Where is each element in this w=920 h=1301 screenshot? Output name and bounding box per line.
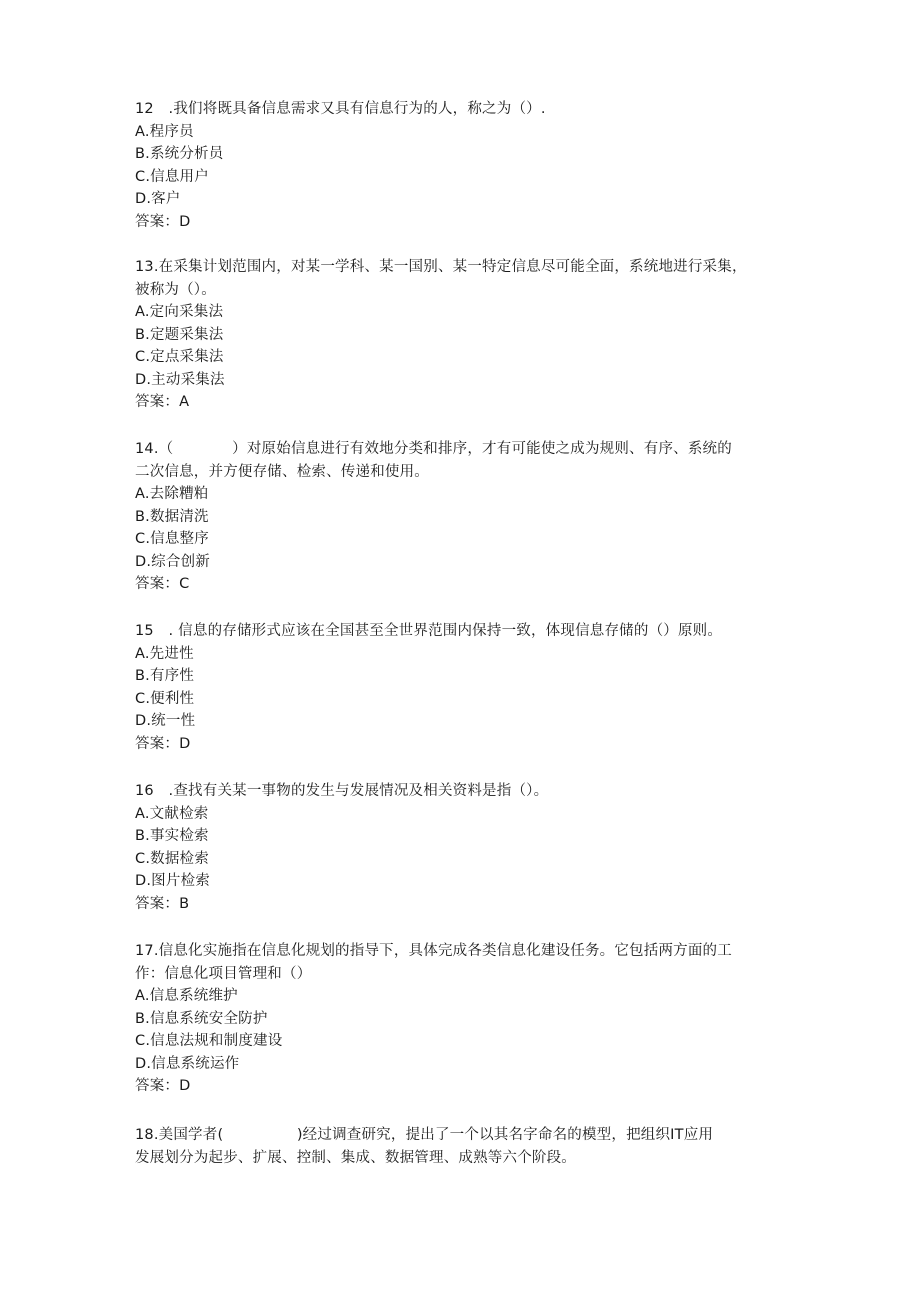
- answer-option: D.客户: [135, 191, 181, 207]
- question-block: [135, 256, 795, 414]
- answer-key: 答案：B: [135, 895, 190, 912]
- question-stem: 发展划分为起步、扩展、控制、集成、数据管理、成熟等六个阶段。: [135, 1149, 576, 1166]
- answer-option: D.信息系统运作: [135, 1055, 240, 1072]
- answer-option: C.信息法规和制度建设: [135, 1033, 283, 1049]
- answer-option: B.信息系统安全防护: [135, 1010, 268, 1027]
- answer-option: B.数据清洗: [135, 508, 209, 525]
- answer-option: A.先进性: [135, 645, 194, 662]
- question-stem: 被称为（）。: [135, 281, 216, 298]
- question-stem: 16 .查找有关某一事物的发生与发展情况及相关资料是指（）。: [135, 783, 549, 799]
- answer-option: A.去除糟粕: [135, 486, 209, 502]
- question-stem: 作：信息化项目管理和（）: [135, 965, 312, 982]
- answer-option: A.文献检索: [135, 805, 209, 822]
- answer-option: A.定向采集法: [135, 304, 224, 320]
- answer-option: C.数据检索: [135, 850, 209, 867]
- answer-option: C.便利性: [135, 690, 195, 707]
- answer-option: C.信息整序: [135, 531, 209, 547]
- answer-option: A.信息系统维护: [135, 988, 238, 1004]
- answer-option: B.系统分析员: [135, 146, 224, 162]
- answer-key: 答案：D: [135, 1078, 191, 1094]
- answer-key: 答案：A: [135, 394, 190, 410]
- question-stem: 12 .我们将既具备信息需求又具有信息行为的人，称之为（）.: [135, 101, 546, 117]
- answer-key: 答案：D: [135, 213, 191, 230]
- question-stem: 二次信息，并方便存储、检索、传递和使用。: [135, 463, 429, 480]
- question-stem: 17.信息化实施指在信息化规划的指导下，具体完成各类信息化建设任务。它包括两方面的工: [135, 943, 732, 959]
- answer-key: 答案：D: [135, 735, 191, 752]
- question-block: [135, 438, 795, 596]
- answer-key: 答案：C: [135, 576, 190, 592]
- answer-option: A.程序员: [135, 123, 194, 140]
- question-stem: 18.美国学者( )经过调查研究，提出了一个以其名字命名的模型，把组织IT应用: [135, 1127, 714, 1143]
- answer-option: C.定点采集法: [135, 349, 224, 365]
- answer-option: C.信息用户: [135, 168, 209, 185]
- answer-option: D.图片检索: [135, 873, 210, 889]
- question-stem: 13.在采集计划范围内，对某一学科、某一国别、某一特定信息尽可能全面，系统地进行采集，: [135, 259, 747, 275]
- answer-option: D.统一性: [135, 713, 196, 729]
- question-stem: 15 . 信息的存储形式应该在全国甚至全世界范围内保持一致，体现信息存储的（）原则。: [135, 623, 723, 639]
- answer-option: D.综合创新: [135, 553, 210, 570]
- question-block: [135, 780, 795, 915]
- answer-option: D.主动采集法: [135, 371, 225, 388]
- question-block: [135, 98, 795, 233]
- answer-option: B.有序性: [135, 668, 195, 684]
- question-block: [135, 940, 795, 1098]
- question-block: [135, 1124, 795, 1169]
- answer-option: B.事实检索: [135, 828, 209, 844]
- answer-option: B.定题采集法: [135, 326, 224, 343]
- question-block: [135, 620, 795, 755]
- question-stem: 14.（ ）对原始信息进行有效地分类和排序，才有可能使之成为规则、有序、系统的: [135, 441, 732, 457]
